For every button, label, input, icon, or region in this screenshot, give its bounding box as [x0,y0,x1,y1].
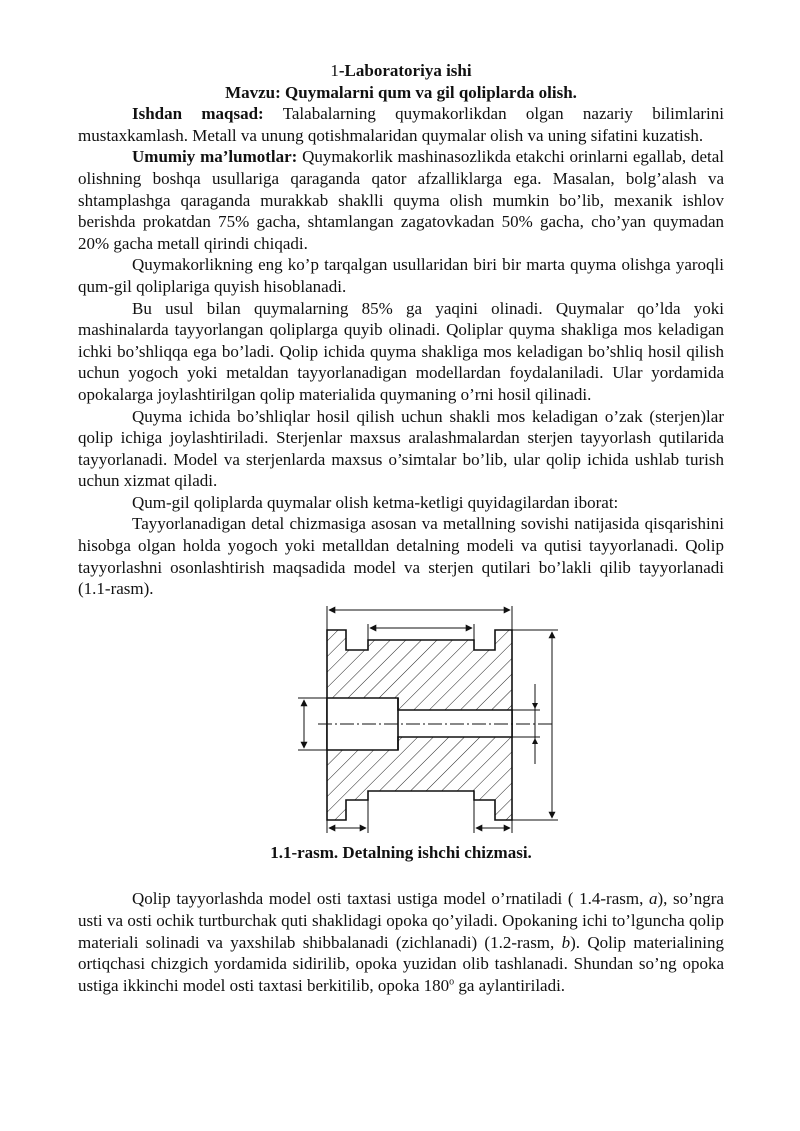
p8-part-c: ). Qolip materialining ortiqchasi chizgich yordamida sidirilib, opoka yuzidan olib tashlanadi. Shundan so’ng opoka ustiga ikkinchi model osti taxtasi berkitilib, opoka 180 [78,932,724,995]
topic-heading: Mavzu: Quymalarni qum va gil qoliplarda olish. [225,82,577,102]
paragraph-6: Qum-gil qoliplarda quymalar olish ketma-ketligi quyidagilardan iborat: [132,492,619,512]
figure-drawing [78,600,724,836]
technical-drawing-svg [290,600,590,836]
figure-caption: 1.1-rasm. Detalning ishchi chizmasi. [270,842,532,862]
goal-text: Talabalarning quymakorlikdan olgan nazariy bilimlarini mustaxkamlash. Metall va unung qotishmalaridan quymalar olish va uning sifatini kuzatish. [78,104,724,145]
paragraph-8 [78,888,724,996]
general-text: Quymakorlik mashinasozlikda etakchi orinlarni egallab, detal olishning boshqa usullariga qaraganda qator afzalliklarga ega. Masalan, bolg’alash va shtamplashga qaraganda murakkab shaklli quyma olish mumkin bo’lib, mexanik ishlov berishda prokatdan 75% gacha, shtamlangan zagatovkadan 50% gacha, cho’yan quymadan 20% gacha metall qirindi chiqadi. [78,147,725,253]
p8-part-b: ), so’ngra usti va osti ochik turtburchak quti shaklidagi opoka qo’yiladi. Opokaning ichi to’lguncha qolip materiali solinadi va yaxshilab shibbalanadi (zichlanadi) (1.2-rasm, [78,889,724,952]
document-page [78,60,724,996]
degree-superscript: o [449,976,455,988]
lab-title-text: -Laboratoriya ishi [338,61,472,80]
p8-part-a: Qolip tayyorlashda model osti taxtasi ustiga model o’rnatiladi ( 1.4-rasm, [132,889,649,909]
paragraph-7: Tayyorlanadigan detal chizmasiga asosan va metallning sovishi natijasida qisqarishini hisobga olgan holda yogoch yoki metalldan detalning modeli va qutisi tayyorlanadi. Qolip tayyorlashni osonlashtirish maqsadida model va sterjen qutilari bo’lakli qilib tayyorlanadi (1.1-rasm). [78,514,724,599]
goal-paragraph [78,103,724,146]
p8-part-d: ga aylantiriladi. [454,975,566,995]
general-info-paragraph [78,146,724,254]
paragraph-3: Quymakorlikning eng ko’p tarqalgan usullaridan biri bir marta quyma olishga yaroqli qum-gil qoliplariga quyish hisoblanadi. [78,255,724,296]
goal-label: Ishdan maqsad: [132,104,264,124]
paragraph-4: Bu usul bilan quymalarning 85% ga yaqini olinadi. Quymalar qo’lda yoki mashinalarda tayyorlangan qoliplarga quyib olinadi. Qoliplar quyma shakliga mos keladigan ichki bo’shliqqa ega bo’ladi. Qolip ichida quyma shakliga mos keladigan bo’shliq hosil qilish uchun yogoch yoki metaldan tayyorlanadigan modellardan foydalaniladi. Ular yordamida opokalarga joylashtirilgan qolip materialida quymaning o’rni hosil qilinadi. [78,298,724,404]
p8-italic-b: b [561,932,571,952]
general-label: Umumiy ma’lumotlar: [132,147,298,167]
lab-number: 1 [330,61,339,80]
paragraph-5: Quyma ichida bo’shliqlar hosil qilish uchun shakli mos keladigan o’zak (sterjen)lar qolip ichiga joylashtiriladi. Sterjenlar maxsus aralashmalardan sterjen tayyorlash qutilarida tayyorlanadi. Model va sterjenlarda maxsus o’simtalar bo’lib, ular qolip ichida ushlab turish uchun xizmat qiladi. [78,406,724,491]
p8-italic-a: a [648,889,658,909]
lab-title [78,60,724,82]
